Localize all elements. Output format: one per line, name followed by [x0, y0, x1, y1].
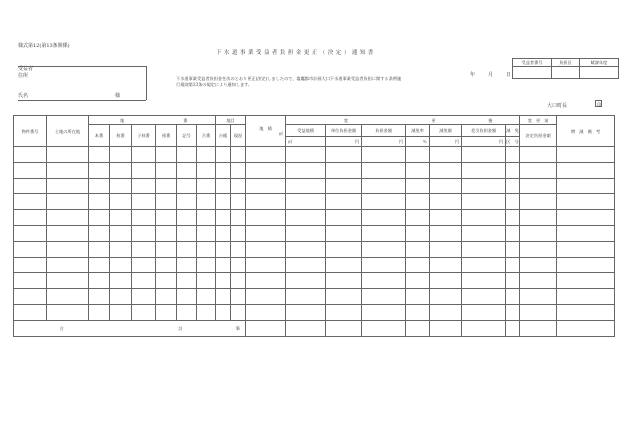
table-cell	[362, 304, 406, 320]
table-cell	[430, 257, 462, 273]
header-before-change: 変 更 前	[520, 116, 557, 125]
table-cell	[89, 304, 110, 320]
table-cell	[156, 225, 177, 241]
table-body	[14, 147, 615, 321]
table-cell	[506, 194, 520, 210]
table-cell	[246, 289, 286, 305]
sama-label: 様	[115, 93, 121, 99]
table-cell	[430, 194, 462, 210]
header-increase-note: 増 減 備 考	[557, 116, 615, 147]
table-cell	[47, 241, 89, 257]
table-cell	[177, 162, 197, 178]
table-cell	[362, 210, 406, 226]
table-cell	[406, 241, 430, 257]
table-cell	[47, 178, 89, 194]
table-cell	[47, 194, 89, 210]
document-title: 下水道事業受益者負担金更正（決定）通知書	[216, 50, 376, 56]
unit-unit-charge: 円	[326, 137, 362, 147]
table-cell	[520, 162, 557, 178]
table-cell	[177, 257, 197, 273]
table-cell	[246, 147, 286, 163]
table-cell	[362, 147, 406, 163]
table-cell	[506, 162, 520, 178]
table-cell	[557, 241, 615, 257]
table-cell	[506, 147, 520, 163]
table-cell	[520, 210, 557, 226]
table-cell	[286, 147, 326, 163]
footer-total-b: 計	[110, 320, 231, 336]
table-cell	[430, 162, 462, 178]
table-cell	[362, 273, 406, 289]
table-cell	[156, 162, 177, 178]
table-cell	[430, 241, 462, 257]
beneficiary-number-value	[513, 67, 552, 79]
table-cell	[197, 147, 216, 163]
table-cell	[216, 257, 231, 273]
table-cell	[132, 257, 156, 273]
table-cell	[286, 210, 326, 226]
table-cell	[132, 241, 156, 257]
table-cell	[430, 273, 462, 289]
table-cell	[506, 304, 520, 320]
unit-benefit-area: ㎡	[286, 137, 326, 147]
table-cell	[362, 289, 406, 305]
header-property-number: 物件番号	[14, 116, 47, 147]
header-ban: 番	[156, 116, 216, 125]
table-cell	[47, 273, 89, 289]
header-ko: 更	[406, 116, 462, 125]
table-cell	[231, 194, 246, 210]
table-cell	[177, 304, 197, 320]
table-cell	[520, 304, 557, 320]
table-cell	[197, 241, 216, 257]
table-row	[14, 273, 615, 289]
recipient-box-bottom	[18, 100, 146, 101]
table-cell	[462, 273, 506, 289]
table-cell	[506, 257, 520, 273]
header-land-area-label: 地 積	[259, 126, 272, 131]
table-cell	[110, 241, 132, 257]
table-cell	[557, 257, 615, 273]
table-row	[14, 289, 615, 305]
table-cell	[216, 210, 231, 226]
table-cell	[14, 273, 47, 289]
table-cell	[286, 178, 326, 194]
table-cell	[286, 289, 326, 305]
table-row	[14, 257, 615, 273]
table-cell	[89, 147, 110, 163]
table-cell	[110, 162, 132, 178]
table-cell	[362, 257, 406, 273]
table-cell	[197, 225, 216, 241]
table-cell	[462, 304, 506, 320]
notice-line-1: 下水道事業受益者負担金を次のとおり更正(決定)しましたので、塩竈都市計画大口下水道事業受益者負担に関する条例施	[176, 76, 402, 81]
table-cell	[197, 289, 216, 305]
table-cell	[110, 178, 132, 194]
table-cell	[14, 178, 47, 194]
table-cell	[520, 273, 557, 289]
table-cell	[246, 162, 286, 178]
table-cell	[462, 178, 506, 194]
table-cell	[506, 241, 520, 257]
table-cell	[557, 273, 615, 289]
table-cell	[557, 210, 615, 226]
table-cell	[520, 257, 557, 273]
table-cell	[462, 194, 506, 210]
table-row	[14, 194, 615, 210]
levy-year-header: 賦課年度	[580, 59, 619, 67]
table-cell	[326, 210, 362, 226]
table-cell	[462, 210, 506, 226]
table-cell	[362, 241, 406, 257]
table-cell	[197, 304, 216, 320]
table-cell	[132, 273, 156, 289]
table-cell	[110, 304, 132, 320]
table-cell	[326, 304, 362, 320]
table-cell	[326, 289, 362, 305]
header-charge: 負担金額	[362, 125, 406, 137]
seal-box	[595, 100, 602, 107]
table-cell	[177, 241, 197, 257]
table-cell	[132, 210, 156, 226]
table-cell	[216, 162, 231, 178]
table-cell	[557, 304, 615, 320]
table-cell	[177, 225, 197, 241]
table-cell	[406, 257, 430, 273]
recipient-box-right	[146, 66, 147, 100]
table-cell	[326, 194, 362, 210]
table-cell	[197, 210, 216, 226]
table-cell	[110, 273, 132, 289]
table-cell	[557, 162, 615, 178]
table-cell	[520, 147, 557, 163]
table-cell	[156, 304, 177, 320]
table-cell	[286, 257, 326, 273]
table-cell	[430, 147, 462, 163]
unit-reduction-amount: 円	[430, 137, 462, 147]
table-cell	[231, 147, 246, 163]
table-cell	[14, 241, 47, 257]
header-grandchild-number: 孫番	[156, 125, 177, 147]
table-cell	[156, 194, 177, 210]
unit-reduction-rate: ％	[406, 137, 430, 147]
table-cell	[14, 225, 47, 241]
header-main-number: 本番	[89, 125, 110, 147]
seal-char: 印	[597, 101, 602, 107]
table-cell	[177, 194, 197, 210]
table-cell	[197, 178, 216, 194]
recipient-label: 受益者	[18, 66, 34, 72]
top-right-id-table	[512, 58, 619, 79]
table-cell	[89, 194, 110, 210]
table-cell	[231, 178, 246, 194]
table-cell	[406, 273, 430, 289]
table-cell	[406, 210, 430, 226]
table-cell	[14, 289, 47, 305]
beneficiary-number-header: 受益者番号	[513, 59, 552, 67]
table-cell	[326, 147, 362, 163]
table-row	[14, 241, 615, 257]
table-cell	[326, 273, 362, 289]
table-cell	[89, 225, 110, 241]
table-cell	[231, 257, 246, 273]
table-cell	[14, 210, 47, 226]
table-cell	[286, 273, 326, 289]
table-cell	[557, 178, 615, 194]
header-exempt-category: 区 分	[506, 137, 520, 147]
table-cell	[216, 147, 231, 163]
table-cell	[89, 162, 110, 178]
table-cell	[197, 257, 216, 273]
table-cell	[326, 225, 362, 241]
table-cell	[132, 194, 156, 210]
table-cell	[406, 225, 430, 241]
table-cell	[326, 241, 362, 257]
table-cell	[231, 225, 246, 241]
table-cell	[156, 289, 177, 305]
header-ledger: 台帳	[216, 125, 231, 147]
table-cell	[520, 241, 557, 257]
table-cell	[89, 257, 110, 273]
table-cell	[156, 241, 177, 257]
table-cell	[177, 178, 197, 194]
header-combined-number: 合番	[197, 125, 216, 147]
table-cell	[177, 273, 197, 289]
burden-district-header: 負担区	[552, 59, 580, 67]
table-cell	[156, 147, 177, 163]
table-cell	[132, 162, 156, 178]
table-cell	[557, 289, 615, 305]
table-cell	[326, 257, 362, 273]
table-cell	[430, 225, 462, 241]
table-cell	[462, 162, 506, 178]
header-after-charge: 差引負担金額	[462, 125, 506, 137]
table-cell	[506, 210, 520, 226]
header-chi: 地	[89, 116, 156, 125]
table-cell	[246, 273, 286, 289]
table-row	[14, 162, 615, 178]
table-cell	[14, 257, 47, 273]
notice-line-2: 行規則第13条の規定により通知します。	[176, 82, 253, 87]
table-cell	[89, 289, 110, 305]
table-cell	[47, 257, 89, 273]
table-cell	[216, 304, 231, 320]
table-cell	[216, 225, 231, 241]
table-cell	[177, 289, 197, 305]
table-cell	[110, 147, 132, 163]
table-cell	[110, 289, 132, 305]
table-cell	[156, 257, 177, 273]
table-cell	[246, 241, 286, 257]
table-cell	[462, 225, 506, 241]
table-cell	[156, 273, 177, 289]
table-cell	[462, 241, 506, 257]
header-location: 土地の所在地	[47, 116, 89, 147]
header-reduction-amount: 減免額	[430, 125, 462, 137]
footer-total-a: 合	[14, 320, 110, 336]
table-cell	[231, 273, 246, 289]
table-cell	[47, 162, 89, 178]
table-cell	[231, 304, 246, 320]
header-branch-number: 枝番	[110, 125, 132, 147]
header-symbol: 記号	[177, 125, 197, 147]
address-label: 住所	[18, 73, 29, 79]
table-cell	[89, 273, 110, 289]
unit-charge: 円	[362, 137, 406, 147]
table-cell	[326, 162, 362, 178]
table-cell	[156, 210, 177, 226]
table-cell	[406, 194, 430, 210]
table-cell	[286, 225, 326, 241]
table-cell	[110, 225, 132, 241]
header-land-category: 地目	[216, 116, 246, 125]
table-cell	[197, 273, 216, 289]
table-cell	[246, 210, 286, 226]
table-cell	[362, 225, 406, 241]
table-cell	[520, 225, 557, 241]
table-cell	[326, 178, 362, 194]
table-cell	[14, 304, 47, 320]
header-reduction-rate: 減免率	[406, 125, 430, 137]
table-cell	[14, 162, 47, 178]
table-cell	[406, 304, 430, 320]
table-cell	[286, 304, 326, 320]
table-cell	[216, 289, 231, 305]
table-cell	[177, 210, 197, 226]
table-cell	[520, 178, 557, 194]
recipient-box-top	[18, 66, 146, 67]
table-cell	[506, 178, 520, 194]
mayor-label: 大口町長	[547, 103, 568, 109]
table-cell	[14, 147, 47, 163]
main-assessment-table	[13, 115, 615, 337]
table-cell	[286, 241, 326, 257]
table-cell	[197, 194, 216, 210]
table-cell	[110, 194, 132, 210]
header-land-area-unit: ㎡	[278, 131, 284, 136]
table-cell	[557, 147, 615, 163]
form-number: 様式第12(第13条関係)	[18, 43, 70, 49]
table-cell	[462, 147, 506, 163]
table-cell	[197, 162, 216, 178]
table-cell	[506, 289, 520, 305]
table-cell	[216, 178, 231, 194]
table-cell	[430, 210, 462, 226]
levy-year-value	[580, 67, 619, 79]
table-cell	[216, 241, 231, 257]
table-cell	[14, 194, 47, 210]
table-cell	[47, 210, 89, 226]
table-row	[14, 178, 615, 194]
table-cell	[246, 178, 286, 194]
table-row	[14, 210, 615, 226]
table-cell	[286, 162, 326, 178]
table-cell	[520, 289, 557, 305]
unit-after-charge: 円	[462, 137, 506, 147]
table-cell	[286, 194, 326, 210]
name-label: 氏名	[18, 93, 29, 99]
table-cell	[132, 225, 156, 241]
table-cell	[47, 225, 89, 241]
header-sub-branch-number: 子枝番	[132, 125, 156, 147]
table-row	[14, 304, 615, 320]
table-cell	[462, 289, 506, 305]
header-land-area	[246, 116, 286, 147]
table-cell	[362, 178, 406, 194]
header-ato: 後	[462, 116, 520, 125]
table-cell	[47, 289, 89, 305]
header-benefit-area: 受益地積	[286, 125, 326, 137]
table-cell	[156, 178, 177, 194]
table-cell	[231, 162, 246, 178]
table-cell	[132, 147, 156, 163]
table-cell	[216, 273, 231, 289]
table-cell	[132, 289, 156, 305]
issue-date: 年 月 日	[470, 72, 516, 78]
table-row	[14, 147, 615, 163]
table-cell	[246, 194, 286, 210]
header-before-amount: 決定負担金額	[520, 125, 557, 147]
table-cell	[506, 225, 520, 241]
table-cell	[406, 162, 430, 178]
table-cell	[246, 257, 286, 273]
table-cell	[506, 273, 520, 289]
table-cell	[89, 178, 110, 194]
header-unit-charge: 単位負担金額	[326, 125, 362, 137]
table-cell	[362, 194, 406, 210]
table-cell	[231, 241, 246, 257]
table-cell	[430, 289, 462, 305]
table-cell	[557, 225, 615, 241]
table-cell	[231, 289, 246, 305]
table-cell	[132, 178, 156, 194]
table-cell	[177, 147, 197, 163]
table-cell	[89, 210, 110, 226]
table-cell	[406, 178, 430, 194]
table-cell	[430, 304, 462, 320]
table-cell	[520, 194, 557, 210]
table-cell	[47, 304, 89, 320]
burden-district-value	[552, 67, 580, 79]
header-current: 現況	[231, 125, 246, 147]
header-exempt: 減 免	[506, 125, 520, 137]
header-henko: 変	[286, 116, 406, 125]
table-cell	[47, 147, 89, 163]
footer-count-unit: 筆	[231, 320, 246, 336]
table-cell	[246, 304, 286, 320]
table-cell	[246, 225, 286, 241]
table-cell	[362, 162, 406, 178]
table-cell	[557, 194, 615, 210]
table-row	[14, 225, 615, 241]
table-cell	[406, 289, 430, 305]
table-cell	[89, 241, 110, 257]
table-cell	[231, 210, 246, 226]
table-cell	[406, 147, 430, 163]
table-cell	[110, 257, 132, 273]
table-cell	[430, 178, 462, 194]
table-cell	[110, 210, 132, 226]
table-cell	[216, 194, 231, 210]
table-cell	[132, 304, 156, 320]
table-cell	[462, 257, 506, 273]
